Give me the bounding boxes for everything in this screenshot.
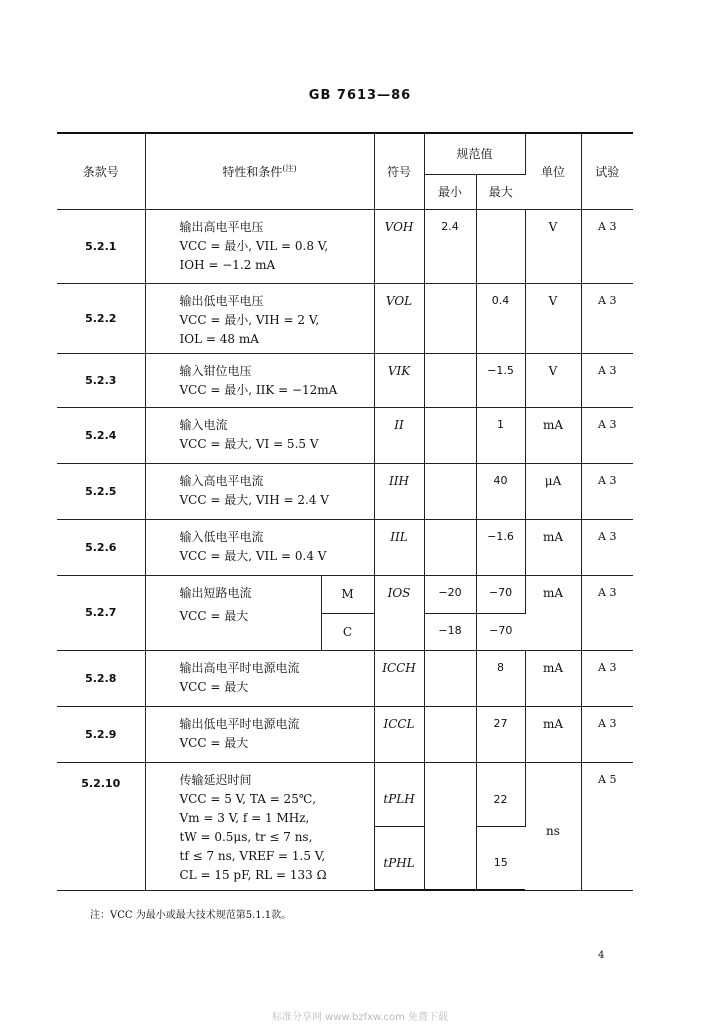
row-conditions: 输出短路电流 VCC = 最大 bbox=[145, 575, 321, 650]
cell-clause: 5.2.3 bbox=[57, 353, 145, 407]
table-row bbox=[57, 407, 633, 463]
row-conditions: 输出低电平电压 VCC = 最小, VIH = 2 V, IOL = 48 mA bbox=[145, 283, 374, 353]
cell-unit: mA bbox=[525, 407, 581, 463]
cell-symbol: II bbox=[374, 407, 424, 463]
table-row bbox=[57, 706, 633, 762]
cell-clause: 5.2.2 bbox=[57, 283, 145, 353]
footnote: 注：VCC 为最小或最大技术规范第5.1.1款。 bbox=[90, 910, 292, 921]
row-conditions: 输出高电平时电源电流 VCC = 最大 bbox=[145, 650, 374, 706]
cell-max bbox=[476, 209, 525, 283]
cell-test: A 3 bbox=[581, 650, 633, 706]
table-row: 5.2.10 传输延迟时间 VCC = 5 V, TA = 25℃, Vm = 3 V, f = 1 MHz, tW = 0.5μs, tr ≤ 7 ns, tf ≤ 7 ns, VREF = 1.5 V, CL = 15 pF, RL = 133 Ω tPLH 22 ns A 5 bbox=[57, 762, 633, 826]
row-conditions: 输入电流 VCC = 最大, VI = 5.5 V bbox=[145, 407, 374, 463]
cell-min bbox=[424, 407, 476, 463]
cell-max: −1.5 bbox=[476, 353, 525, 407]
cell-max: 8 bbox=[476, 650, 525, 706]
cell-max: 40 bbox=[476, 463, 525, 519]
cell-unit: V bbox=[525, 353, 581, 407]
cell-min bbox=[424, 283, 476, 353]
table-row bbox=[57, 519, 633, 575]
table-row bbox=[57, 650, 633, 706]
cell-symbol: IIH bbox=[374, 463, 424, 519]
row-conditions: 输入钳位电压 VCC = 最小, IIK = −12mA bbox=[145, 353, 374, 407]
col-test: 试验 bbox=[581, 134, 633, 209]
cell-symbol: VOH bbox=[374, 209, 424, 283]
cell-min: 2.4 bbox=[424, 209, 476, 283]
row-conditions: 输入高电平电流 VCC = 最大, VIH = 2.4 V bbox=[145, 463, 374, 519]
table-row bbox=[57, 353, 633, 407]
col-condition: 特性和条件$^{(注)}$ bbox=[145, 134, 374, 209]
cell-test: A 3 bbox=[581, 519, 633, 575]
col-max: 最大 bbox=[476, 174, 525, 209]
cell-clause: 5.2.1 bbox=[57, 209, 145, 283]
cell-test: A 3 bbox=[581, 706, 633, 762]
cell-unit: μA bbox=[525, 463, 581, 519]
cell-unit: mA bbox=[525, 706, 581, 762]
cell-min bbox=[424, 519, 476, 575]
cell-symbol: IIL bbox=[374, 519, 424, 575]
cell-min bbox=[424, 650, 476, 706]
cell-symbol: ICCH bbox=[374, 650, 424, 706]
cell-test: A 3 bbox=[581, 353, 633, 407]
table-row bbox=[57, 463, 633, 519]
cell-test: A 3 bbox=[581, 283, 633, 353]
table-row: 5.2.7 输出短路电流 VCC = 最大 M IOS −20 −70 mA A 3 bbox=[57, 575, 633, 613]
grade-m: M bbox=[321, 575, 374, 613]
cell-test: A 3 bbox=[581, 463, 633, 519]
cell-clause: 5.2.6 bbox=[57, 519, 145, 575]
cell-unit: mA bbox=[525, 650, 581, 706]
cell-max: 1 bbox=[476, 407, 525, 463]
col-clause: 条款号 bbox=[57, 134, 145, 209]
cell-unit: V bbox=[525, 283, 581, 353]
cell-max: −1.6 bbox=[476, 519, 525, 575]
cell-clause: 5.2.8 bbox=[57, 650, 145, 706]
row-conditions: 输入低电平电流 VCC = 最大, VIL = 0.4 V bbox=[145, 519, 374, 575]
col-spec: 规范值 bbox=[424, 134, 525, 174]
row-conditions: 输出低电平时电源电流 VCC = 最大 bbox=[145, 706, 374, 762]
col-unit: 单位 bbox=[525, 134, 581, 209]
cell-min bbox=[424, 706, 476, 762]
cell-unit: mA bbox=[525, 519, 581, 575]
cell-min bbox=[424, 353, 476, 407]
spec-table: 条款号 特性和条件$^{(注)}$ 符号 规范值 单位 试验 最小 最大 5.2.1 输出高电平电压 VCC = 最小, VIL = 0.8 V, IOH = −1.2 mA VOH 2.4 V A 3 5.2.2 输出低电平电压 VCC = 最小, VIH = 2 V, IOL = 48 mA VOL 0.4 V A 3 5.2.3 输入钳位电压 VCC = 最小, IIK = −12mA VIK −1.5 V A 3 5.2.4 输入电流 VCC = 最大, VI = 5.5 V II 1 mA A 3 5.2.5 输入高电平电流 VCC = 最大, VIH = 2.4 V IIH 40 μA A 3 5.2.6 输入低电平电流 VCC = 最大, VIL = 0.4 V IIL −1.6 mA A 3 5.2.7 输出短路电流 VCC = 最大 M IOS −20 −70 mA A 3 C −18 −70 5.2.8 输出高电平时电源电流 VCC = 最大 ICCH 8 mA A 3 5.2.9 输出低电平时电源电流 VCC = 最大 ICCL 27 mA A 3 5.2.10 传输延迟时间 VCC = 5 V, TA = 25℃, Vm = 3 V, f = 1 MHz, tW = 0.5μs, tr ≤ 7 ns, tf ≤ 7 ns, VREF = 1.5 V, CL = 15 pF, RL = 133 Ω tPLH 22 ns A 5 tPHL 15 bbox=[57, 134, 633, 891]
cell-unit: V bbox=[525, 209, 581, 283]
cell-max: 27 bbox=[476, 706, 525, 762]
cell-test: A 3 bbox=[581, 407, 633, 463]
col-min: 最小 bbox=[424, 174, 476, 209]
grade-c: C bbox=[321, 613, 374, 650]
cell-max: 0.4 bbox=[476, 283, 525, 353]
row-conditions: 传输延迟时间 VCC = 5 V, TA = 25℃, Vm = 3 V, f = 1 MHz, tW = 0.5μs, tr ≤ 7 ns, tf ≤ 7 ns, VREF = 1.5 V, CL = 15 pF, RL = 133 Ω bbox=[145, 762, 374, 890]
cell-clause: 5.2.5 bbox=[57, 463, 145, 519]
cell-symbol: VIK bbox=[374, 353, 424, 407]
col-symbol: 符号 bbox=[374, 134, 424, 209]
table-row bbox=[57, 283, 633, 353]
cell-min bbox=[424, 463, 476, 519]
page-number: 4 bbox=[598, 950, 605, 961]
standard-header: GB 7613—86 bbox=[308, 88, 412, 103]
cell-clause: 5.2.4 bbox=[57, 407, 145, 463]
cell-symbol: ICCL bbox=[374, 706, 424, 762]
cell-clause: 5.2.9 bbox=[57, 706, 145, 762]
table-row bbox=[57, 209, 633, 283]
cell-test: A 3 bbox=[581, 209, 633, 283]
row-symbol: IOS bbox=[374, 575, 424, 650]
row-conditions: 输出高电平电压 VCC = 最小, VIL = 0.8 V, IOH = −1.2 mA bbox=[145, 209, 374, 283]
watermark-footer: 标准分享网 www.bzfxw.com 免费下载 bbox=[272, 1012, 448, 1023]
cell-symbol: VOL bbox=[374, 283, 424, 353]
